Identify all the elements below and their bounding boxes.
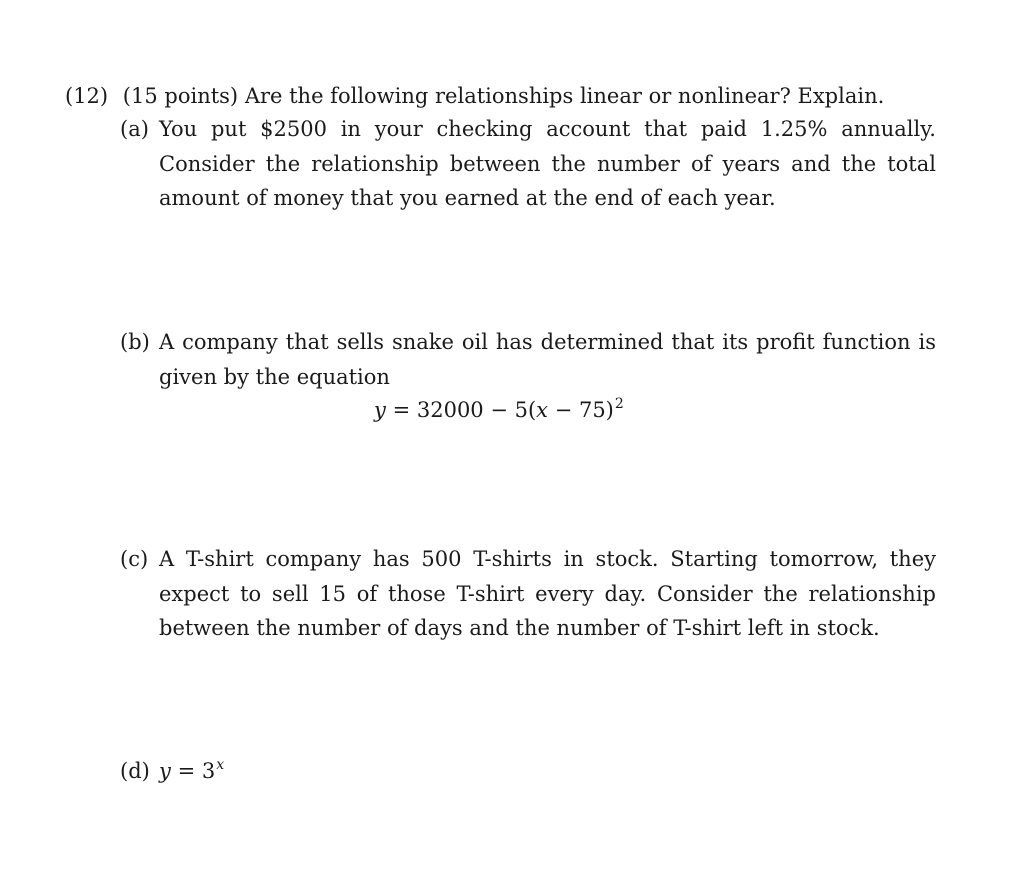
part-a-label: (a) <box>120 117 149 141</box>
equation-equals-sign: = <box>392 398 411 422</box>
part-d-label: (d) <box>120 759 150 783</box>
part-a <box>120 112 936 216</box>
part-d-lhs-variable: y <box>159 759 171 783</box>
part-b <box>120 325 936 394</box>
part-d-equals-sign: = <box>177 759 196 783</box>
part-c-text: A T-shirt company has 500 T-shirts in stock. Starting tomorrow, they expect to sell 15 of those T-shirt every day. Consider the relationship between the number of days and the number of T-shirt left in stock. <box>159 547 936 640</box>
part-d-base: 3 <box>201 759 216 783</box>
problem-points: (15 points) <box>122 84 239 108</box>
part-a-text: You put $2500 in your checking account that paid 1.25% annually. Consider the relationship between the number of years and the total amount of money that you earned at the end of each year. <box>159 117 936 210</box>
equation-rhs-prefix: 32000 − 5( <box>416 398 537 422</box>
part-c <box>120 542 936 646</box>
part-b-text: A company that sells snake oil has determined that its profit function is given by the equation <box>159 330 936 389</box>
part-b-label: (b) <box>120 330 150 354</box>
problem-number: (12) <box>65 84 109 108</box>
equation-rhs-suffix: − 75) <box>548 398 614 422</box>
equation-lhs-variable: y <box>374 398 386 422</box>
part-d-equation <box>159 754 224 792</box>
equation-rhs-variable: x <box>536 398 549 422</box>
profit-equation <box>374 394 624 429</box>
part-d-exponent: x <box>216 757 225 773</box>
equation-exponent: 2 <box>614 396 624 412</box>
problem-prompt: Are the following relationships linear or nonlinear? Explain. <box>244 84 885 108</box>
part-c-label: (c) <box>120 547 149 571</box>
problem-header <box>65 80 884 112</box>
